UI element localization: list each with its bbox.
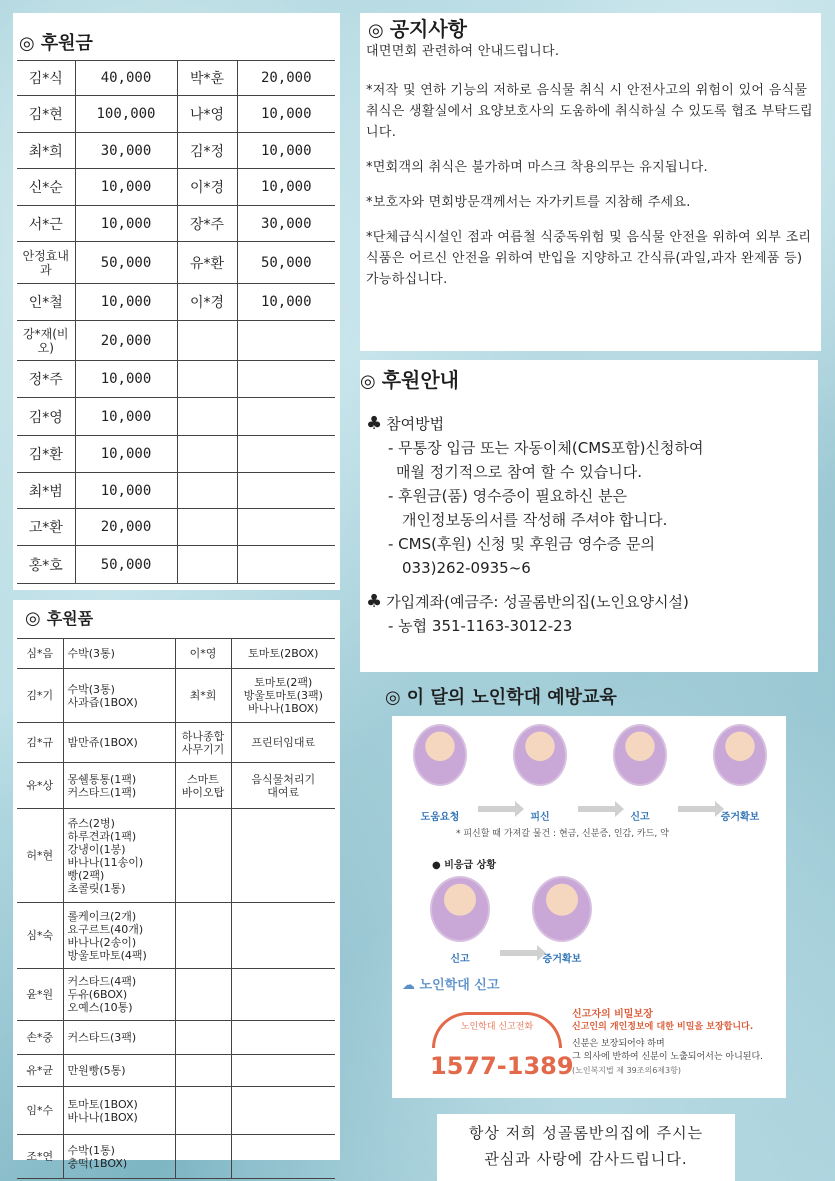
donated-items: 수박(3통) 사과즙(1BOX): [63, 669, 175, 723]
grandmother-illustration: [513, 724, 567, 786]
donor-name: 최*희: [17, 133, 75, 169]
donor-name: [177, 546, 237, 584]
donor-name: 최*희: [175, 669, 231, 723]
donation-amount: 20,000: [75, 509, 177, 546]
notice-panel: [360, 13, 821, 351]
donation-amount: 20,000: [75, 321, 177, 361]
donated-items: 커스타드(3팩): [63, 1021, 175, 1055]
donation-money-table: [17, 60, 335, 584]
step2-evidence: 증거확보: [522, 876, 602, 965]
donor-name: 스마트 바이오탑: [175, 763, 231, 809]
table-row: [17, 639, 335, 669]
donation-amount: [237, 398, 335, 436]
method-line: 매월 정기적으로 참여 할 수 있습니다.: [396, 463, 642, 481]
donation-amount: 10,000: [75, 206, 177, 242]
abuse-prevention-infographic: [392, 716, 786, 1098]
method-line: - 무통장 입금 또는 자동이체(CMS포함)신청하여: [388, 439, 704, 457]
grandmother-illustration: [613, 724, 667, 786]
donor-name: [177, 361, 237, 398]
donor-name: 김*규: [17, 723, 63, 763]
donation-amount: 10,000: [237, 169, 335, 206]
donated-items: 롤케이크(2개) 요구르트(40개) 바나나(2송이) 방울토마토(4팩): [63, 903, 175, 969]
table-row: [17, 321, 335, 361]
donor-name: [177, 473, 237, 509]
donation-amount: 30,000: [75, 133, 177, 169]
non-emergency-label: ● 비응급 상황: [432, 860, 496, 871]
donation-guide-title: ◎ 후원안내: [360, 368, 459, 392]
donation-guide-body: [366, 412, 814, 638]
donated-items: [231, 1087, 335, 1135]
table-row: [17, 242, 335, 284]
donor-name: 고*환: [17, 509, 75, 546]
notice-item: *저작 및 연하 기능의 저하로 음식물 취식 시 안전사고의 위험이 있어 음식물 취식은 생활실에서 요양보호사의 도움하에 취식하실 수 있도록 협조 부탁드립니다.: [366, 83, 813, 140]
donated-items: 토마토(2팩) 방울토마토(3팩) 바나나(1BOX): [231, 669, 335, 723]
notice-item: *단체급식시설인 점과 여름철 식중독위험 및 음식물 안전을 위하여 외부 조리식품은 어르신 안전을 위하여 반입을 지양하고 간식류(과일,과자 완제품 등) 가능하십니다.: [366, 230, 812, 287]
donor-name: 하나종합 사무기기: [175, 723, 231, 763]
donation-amount: [237, 546, 335, 584]
donor-name: [175, 1087, 231, 1135]
donation-amount: [237, 361, 335, 398]
donation-amount: 10,000: [75, 169, 177, 206]
donor-name: 서*근: [17, 206, 75, 242]
donated-items: [231, 1135, 335, 1179]
donor-name: [175, 809, 231, 903]
donation-amount: 10,000: [75, 398, 177, 436]
donor-name: 안정효내과: [17, 242, 75, 284]
donor-name: 김*영: [17, 398, 75, 436]
donor-name: 인*철: [17, 284, 75, 321]
donor-name: 박*훈: [177, 61, 237, 96]
donor-name: 김*기: [17, 669, 63, 723]
notice-item: *면회객의 취식은 불가하며 마스크 착용의무는 유지됩니다.: [366, 160, 708, 175]
donated-items: 수박(1통) 충떡(1BOX): [63, 1135, 175, 1179]
donated-items: 토마토(1BOX) 바나나(1BOX): [63, 1087, 175, 1135]
donor-name: 장*주: [177, 206, 237, 242]
donor-name: 김*현: [17, 96, 75, 133]
donor-name: [175, 1055, 231, 1087]
cloud-icon: ☁: [402, 978, 420, 993]
grandmother-illustration: [430, 876, 490, 942]
donor-name: 김*정: [177, 133, 237, 169]
donor-name: 손*중: [17, 1021, 63, 1055]
notice-body: [366, 41, 813, 304]
donor-name: 이*경: [177, 169, 237, 206]
donated-items: [231, 809, 335, 903]
donation-money-title: ◎ 후원금: [19, 33, 93, 54]
donation-amount: 10,000: [75, 361, 177, 398]
hotline-badge: 노인학대 신고전화: [432, 1012, 562, 1048]
table-row: [17, 509, 335, 546]
table-row: [17, 61, 335, 96]
donor-name: 최*범: [17, 473, 75, 509]
table-row: [17, 361, 335, 398]
grandmother-illustration: [532, 876, 592, 942]
donated-items: 밤만쥬(1BOX): [63, 723, 175, 763]
donation-goods-panel: [13, 600, 340, 1170]
donation-guide-panel: [360, 360, 818, 672]
report-heading: ☁ 노인학대 신고: [402, 978, 500, 993]
donation-amount: 10,000: [237, 133, 335, 169]
table-row: [17, 398, 335, 436]
donated-items: 토마토(2BOX): [231, 639, 335, 669]
donation-amount: [237, 321, 335, 361]
donor-name: [177, 321, 237, 361]
hotline-number: 1577-1389: [430, 1052, 574, 1080]
response-steps: [402, 724, 778, 824]
account-number: - 농협 351-1163-3012-23: [388, 617, 573, 635]
donation-amount: 50,000: [75, 242, 177, 284]
notice-item: *보호자와 면회방문객께서는 자가키트를 지참해 주세요.: [366, 195, 691, 210]
method-line: 개인정보동의서를 작성해 주셔야 합니다.: [402, 511, 668, 529]
donor-name: 유*상: [17, 763, 63, 809]
donor-name: [175, 903, 231, 969]
donor-name: 이*영: [175, 639, 231, 669]
donation-amount: 50,000: [237, 242, 335, 284]
donation-goods-table: [17, 638, 335, 1179]
donor-name: 허*현: [17, 809, 63, 903]
donor-name: [177, 398, 237, 436]
donor-name: 유*환: [177, 242, 237, 284]
donation-amount: [237, 473, 335, 509]
donor-name: [175, 969, 231, 1021]
table-row: [17, 1021, 335, 1055]
step2-report: 신고: [420, 876, 500, 965]
donor-name: 윤*원: [17, 969, 63, 1021]
account-heading: ♣ 가입계좌(예금주: 성골롬반의집(노인요양시설): [366, 591, 689, 612]
donation-amount: [237, 509, 335, 546]
table-row: [17, 1055, 335, 1087]
donor-name: 심*숙: [17, 903, 63, 969]
step-help-request: 도움요청: [402, 724, 478, 823]
donated-items: 커스타드(4팩) 두유(6BOX) 오예스(10통): [63, 969, 175, 1021]
thanks-line: 항상 저희 성골롬반의집에 주시는: [468, 1124, 704, 1142]
grandmother-illustration: [713, 724, 767, 786]
edu-title-bar: [385, 683, 705, 713]
donor-name: 나*영: [177, 96, 237, 133]
donor-name: 심*음: [17, 639, 63, 669]
donation-goods-title: ◎ 후원품: [25, 608, 94, 629]
club-icon: ♣: [366, 591, 383, 612]
donated-items: 만원빵(5통): [63, 1055, 175, 1087]
donor-name: 김*식: [17, 61, 75, 96]
method-line: - 후원금(품) 영수증이 필요하신 분은: [388, 487, 628, 505]
donation-amount: 100,000: [75, 96, 177, 133]
method-line: - CMS(후원) 신청 및 후원금 영수증 문의: [388, 535, 656, 553]
table-row: [17, 284, 335, 321]
donation-amount: 10,000: [75, 473, 177, 509]
donor-name: [177, 436, 237, 473]
donated-items: 수박(3통): [63, 639, 175, 669]
table-row: [17, 473, 335, 509]
donor-name: 조*연: [17, 1135, 63, 1179]
donated-items: 몽쉘통통(1팩) 커스타드(1팩): [63, 763, 175, 809]
donation-money-panel: [13, 13, 340, 590]
donation-amount: 10,000: [237, 96, 335, 133]
table-row: [17, 436, 335, 473]
donor-name: 신*순: [17, 169, 75, 206]
donor-name: 임*수: [17, 1087, 63, 1135]
table-row: [17, 1135, 335, 1179]
donation-amount: 50,000: [75, 546, 177, 584]
table-row: [17, 206, 335, 242]
donation-amount: 20,000: [237, 61, 335, 96]
table-row: [17, 546, 335, 584]
donation-amount: 10,000: [75, 284, 177, 321]
donated-items: [231, 1021, 335, 1055]
donor-name: 강*재(비오): [17, 321, 75, 361]
notice-intro: 대면면회 관련하여 안내드립니다.: [366, 44, 560, 59]
donation-amount: [237, 436, 335, 473]
step-evidence: 증거확보: [702, 724, 778, 823]
club-icon: ♣: [366, 413, 383, 434]
table-row: [17, 903, 335, 969]
donor-name: 이*경: [177, 284, 237, 321]
table-row: [17, 169, 335, 206]
notice-title: ◎ 공지사항: [368, 17, 467, 41]
table-row: [17, 809, 335, 903]
donation-amount: 10,000: [75, 436, 177, 473]
step-report: 신고: [602, 724, 678, 823]
escape-note: * 피신할 때 가져갈 물건 : 현금, 신분증, 인감, 카드, 약: [456, 829, 669, 839]
step-escape: 피신: [502, 724, 578, 823]
donor-name: 정*주: [17, 361, 75, 398]
donor-name: 유*균: [17, 1055, 63, 1087]
table-row: [17, 969, 335, 1021]
donor-name: 홍*호: [17, 546, 75, 584]
donor-name: [175, 1135, 231, 1179]
grandmother-illustration: [413, 724, 467, 786]
donation-amount: 10,000: [237, 284, 335, 321]
thanks-message: [437, 1114, 735, 1181]
table-row: [17, 133, 335, 169]
donated-items: [231, 969, 335, 1021]
edu-title: ◎ 이 달의 노인학대 예방교육: [385, 687, 617, 708]
method-heading: ♣ 참여방법: [366, 413, 445, 434]
table-row: [17, 96, 335, 133]
donated-items: 음식물처리기 대여료: [231, 763, 335, 809]
donated-items: 쥬스(2병) 하루견과(1팩) 강냉이(1봉) 바나나(11송이) 빵(2팩) 초콜릿(1통): [63, 809, 175, 903]
donor-name: [177, 509, 237, 546]
donation-amount: 40,000: [75, 61, 177, 96]
donated-items: [231, 1055, 335, 1087]
donated-items: 프린터임대료: [231, 723, 335, 763]
donation-amount: 30,000: [237, 206, 335, 242]
donated-items: [231, 903, 335, 969]
reporter-confidentiality: 신고자의 비밀보장 신고인의 개인정보에 대한 비밀을 보장합니다. 신분은 보장되어야 하며 그 의사에 반하여 신분이 노출되어서는 아니된다. (노인복지법 제 39조의6제3항): [572, 1009, 764, 1075]
contact-phone: 033)262-0935~6: [402, 559, 531, 577]
table-row: [17, 763, 335, 809]
table-row: [17, 669, 335, 723]
thanks-line: 관심과 사랑에 감사드립니다.: [484, 1150, 688, 1168]
donor-name: [175, 1021, 231, 1055]
table-row: [17, 723, 335, 763]
donor-name: 김*환: [17, 436, 75, 473]
table-row: [17, 1087, 335, 1135]
